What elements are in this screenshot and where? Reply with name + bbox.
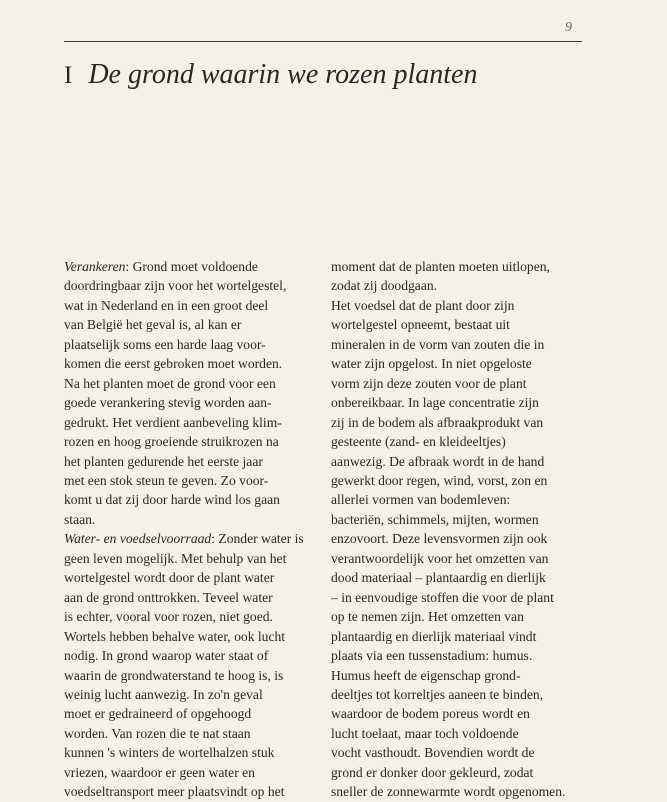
text-line	[331, 471, 585, 490]
line-text: grond er donker door gekleurd, zodat	[331, 764, 534, 780]
line-text: kunnen 's winters de wortelhalzen stuk	[64, 745, 275, 761]
line-text: worden. Van rozen die te nat staan	[64, 725, 251, 741]
text-line	[331, 588, 585, 607]
line-text: – in eenvoudige stoffen die voor de plant	[331, 589, 554, 605]
line-text: onbereikbaar. In lage concentratie zijn	[331, 395, 539, 411]
line-text: Humus heeft de eigenschap grond-	[331, 667, 521, 683]
line-text: wortelgestel wordt door de plant water	[64, 570, 275, 586]
line-text: vocht vasthoudt. Bovendien wordt de	[331, 745, 535, 761]
chapter-heading	[64, 58, 584, 93]
text-line	[64, 315, 318, 334]
text-line	[64, 296, 318, 315]
text-line	[64, 588, 318, 607]
right-text-column	[331, 257, 585, 802]
text-line	[331, 413, 585, 432]
line-text: goede verankering stevig worden aan-	[64, 395, 272, 411]
text-line	[331, 335, 585, 354]
text-line	[331, 646, 585, 665]
chapter-title: De grond waarin we rozen planten	[88, 59, 478, 90]
text-line	[64, 393, 318, 412]
line-text: staan.	[64, 511, 96, 527]
text-line	[64, 529, 318, 548]
text-line	[64, 335, 318, 354]
line-text: zij in de bodem als afbraakprodukt van	[331, 414, 544, 430]
text-line	[331, 452, 585, 471]
line-text: Het voedsel dat de plant door zijn	[331, 297, 515, 313]
page-number: 9	[565, 20, 572, 35]
text-line	[64, 568, 318, 587]
text-line	[331, 393, 585, 412]
text-line	[64, 763, 318, 782]
line-text: plantaardig en dierlijk materiaal vindt	[331, 628, 537, 644]
text-line	[64, 452, 318, 471]
line-text: van België het geval is, al kan er	[64, 317, 242, 333]
text-line	[64, 743, 318, 762]
text-line	[331, 607, 585, 626]
text-line	[64, 432, 318, 451]
text-line	[331, 257, 585, 276]
line-text: lucht toelaat, maar toch voldoende	[331, 725, 519, 741]
text-line	[64, 724, 318, 743]
text-line	[331, 432, 585, 451]
line-text: nodig. In grond waarop water staat of	[64, 648, 269, 664]
text-line	[64, 257, 318, 276]
text-line	[331, 276, 585, 295]
line-text: deeltjes tot korreltjes aaneen te binden,	[331, 686, 544, 702]
line-text: gedrukt. Het verdient aanbeveling klim-	[64, 414, 282, 430]
text-line	[64, 276, 318, 295]
chapter-number: I	[64, 62, 73, 89]
text-line	[331, 510, 585, 529]
line-text: plaatselijk soms een harde laag voor-	[64, 336, 266, 352]
line-text: weinig lucht aanwezig. In zo'n geval	[64, 686, 263, 702]
text-line	[331, 743, 585, 762]
section-term: Water- en voedselvoorraad	[64, 531, 212, 547]
text-line	[64, 627, 318, 646]
text-line	[331, 666, 585, 685]
line-text: vriezen, waardoor er geen water en	[64, 764, 255, 780]
line-text: aan de grond onttrokken. Teveel water	[64, 589, 273, 605]
text-line	[64, 354, 318, 373]
line-text: moment dat de planten moeten uitlopen,	[331, 259, 550, 274]
line-text: aanwezig. De afbraak wordt in de hand	[331, 453, 545, 469]
line-text: plaats via een tussenstadium: humus.	[331, 648, 533, 664]
line-text: Na het planten moet de grond voor een	[64, 375, 276, 391]
line-text: komt u dat zij door harde wind los gaan	[64, 492, 280, 508]
text-line	[64, 510, 318, 529]
line-text: dood materiaal – plantaardig en dierlijk	[331, 570, 546, 586]
text-line	[64, 685, 318, 704]
text-line	[331, 549, 585, 568]
line-text: bacteriën, schimmels, mijten, wormen	[331, 511, 539, 527]
text-line	[64, 549, 318, 568]
text-line	[64, 374, 318, 393]
line-text: vorm zijn deze zouten voor de plant	[331, 375, 527, 391]
text-line	[64, 666, 318, 685]
line-text: komen die eerst gebroken moet worden.	[64, 356, 283, 372]
text-line	[64, 607, 318, 626]
line-text: wortelgestel opneemt, bestaat uit	[331, 317, 510, 333]
text-line	[331, 354, 585, 373]
text-line	[331, 315, 585, 334]
text-line	[64, 413, 318, 432]
line-text: : Grond moet voldoende	[125, 259, 258, 274]
text-line	[64, 704, 318, 723]
header-rule	[64, 41, 582, 42]
text-line	[331, 704, 585, 723]
line-text: : Zonder water is	[211, 531, 304, 547]
text-line	[331, 296, 585, 315]
line-text: gesteente (zand- en kleideeltjes)	[331, 434, 506, 450]
text-line	[331, 685, 585, 704]
text-line	[64, 646, 318, 665]
text-line	[331, 724, 585, 743]
line-text: water zijn opgelost. In niet opgeloste	[331, 356, 532, 372]
line-text: op te nemen zijn. Het omzetten van	[331, 609, 524, 625]
line-text: is echter, vooral voor rozen, niet goed.	[64, 609, 273, 625]
line-text: wat in Nederland en in een groot deel	[64, 297, 269, 313]
line-text: zodat zij doodgaan.	[331, 278, 438, 294]
line-text: Wortels hebben behalve water, ook lucht	[64, 628, 286, 644]
line-text: verantwoordelijk voor het omzetten van	[331, 550, 549, 566]
text-line	[64, 471, 318, 490]
section-term: Verankeren	[64, 259, 126, 274]
text-line	[331, 763, 585, 782]
text-line	[331, 627, 585, 646]
text-line	[331, 374, 585, 393]
line-text: waarin de grondwaterstand te hoog is, is	[64, 667, 284, 683]
left-text-column	[64, 257, 318, 802]
line-text: mineralen in de vorm van zouten die in	[331, 336, 545, 352]
line-text: moet er gedraineerd of opgehoogd	[64, 706, 252, 722]
line-text: met een stok steun te geven. Zo voor-	[64, 472, 269, 488]
line-text: het planten gedurende het eerste jaar	[64, 453, 263, 469]
line-text: rozen en hoog groeiende struikrozen na	[64, 434, 279, 450]
text-line	[331, 782, 585, 801]
line-text: waardoor de bodem poreus wordt en	[331, 706, 530, 722]
text-line	[331, 568, 585, 587]
text-line	[64, 782, 318, 801]
line-text: geen leven mogelijk. Met behulp van het	[64, 550, 287, 566]
text-line	[64, 490, 318, 509]
text-line	[331, 490, 585, 509]
line-text: gewerkt door regen, wind, vorst, zon en	[331, 472, 548, 488]
line-text: enzovoort. Deze levensvormen zijn ook	[331, 531, 548, 547]
line-text: sneller de zonnewarmte wordt opgenomen.	[331, 784, 566, 800]
line-text: voedseltransport meer plaatsvindt op het	[64, 784, 285, 800]
line-text: allerlei vormen van bodemleven:	[331, 492, 511, 508]
text-line	[331, 529, 585, 548]
line-text: doordringbaar zijn voor het wortelgestel,	[64, 278, 287, 294]
